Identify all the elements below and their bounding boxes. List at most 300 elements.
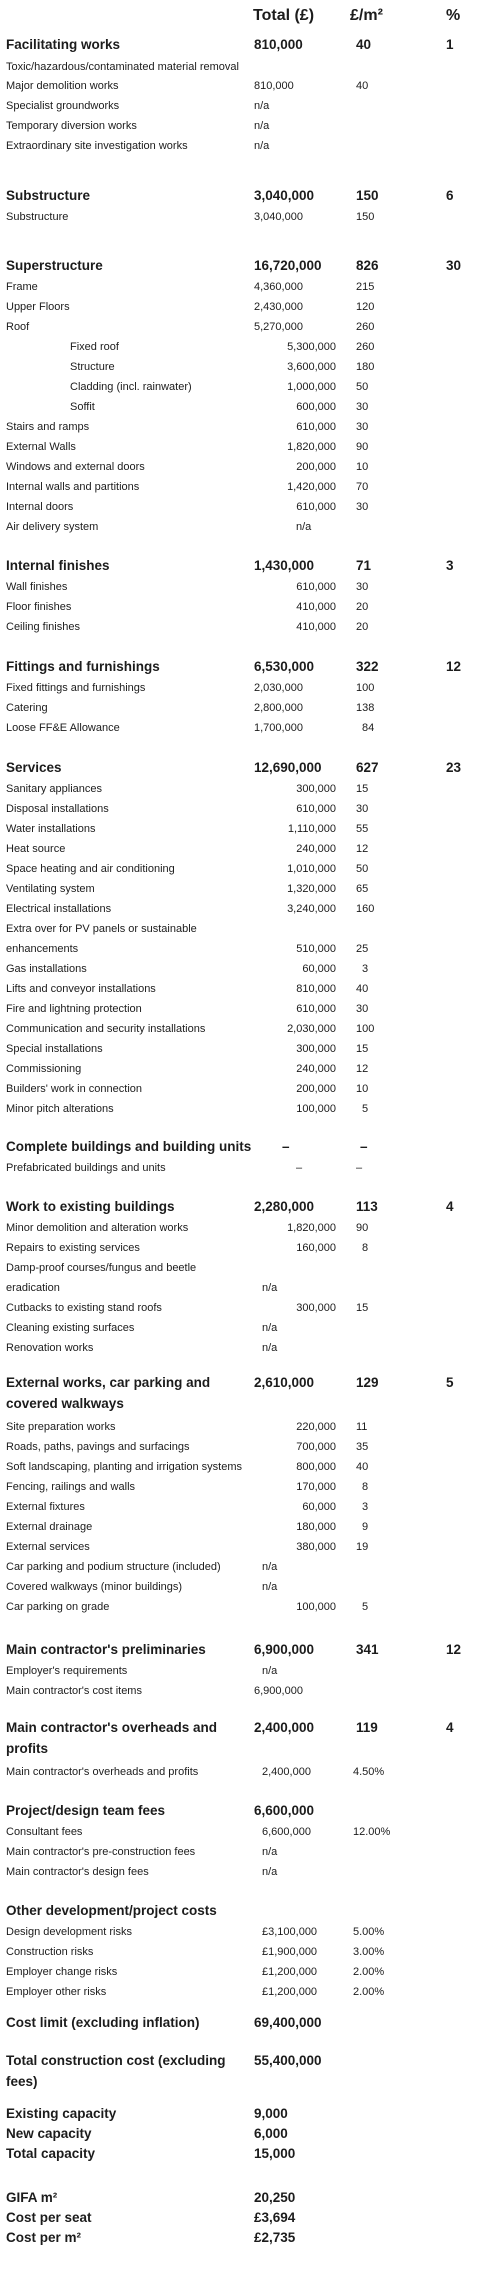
section-row [0, 2050, 480, 2092]
row-per-m2: 5.00% [353, 1926, 385, 1938]
row-total: 6,600,000 [262, 1826, 311, 1838]
row-label: Site preparation works [6, 1421, 116, 1433]
row-label: Renovation works [6, 1342, 94, 1354]
section-row [0, 255, 480, 277]
row-total: 1,110,000 [287, 823, 336, 835]
row-label: Substructure [6, 188, 91, 203]
row-label: Frame [6, 281, 38, 293]
row-label: Catering [6, 702, 48, 714]
row-total: £1,200,000 [262, 1986, 318, 1998]
line-item-row [0, 1477, 480, 1497]
line-item-row [0, 819, 480, 839]
row-total: n/a [254, 100, 270, 112]
row-per-m2: 2.00% [353, 1986, 385, 1998]
row-per-m2: 12.00% [353, 1826, 391, 1838]
row-label: Fire and lightning protection [6, 1003, 142, 1015]
row-label: Fixed roof [70, 341, 119, 353]
row-total: 3,240,000 [287, 903, 336, 915]
row-per-m2: 2.00% [353, 1966, 385, 1978]
row-per-m2: 12 [356, 1063, 369, 1075]
row-label: eradication [6, 1282, 60, 1294]
row-label: Internal walls and partitions [6, 481, 140, 493]
line-item-row [0, 839, 480, 859]
row-total: 16,720,000 [254, 258, 322, 273]
row-label: Complete buildings and building units [6, 1139, 252, 1154]
row-per-m2: 322 [356, 659, 379, 674]
line-item-row [0, 1278, 480, 1298]
row-label: External services [6, 1541, 90, 1553]
row-label: Water installations [6, 823, 96, 835]
line-item-row [0, 1962, 480, 1982]
row-label: Temporary diversion works [6, 120, 137, 132]
line-item-row [0, 136, 480, 156]
row-label: Main contractor's design fees [6, 1866, 149, 1878]
row-percent: 5 [446, 1375, 454, 1390]
line-item-row [0, 1862, 480, 1882]
row-per-m2: 8 [362, 1481, 369, 1493]
row-label: Wall finishes [6, 581, 68, 593]
row-label: Employer change risks [6, 1966, 118, 1978]
row-total: 2,430,000 [254, 301, 303, 313]
section-row [0, 2012, 480, 2034]
line-item-row [0, 277, 480, 297]
row-label: Fixed fittings and furnishings [6, 682, 146, 694]
row-total: 55,400,000 [254, 2053, 322, 2068]
row-total: n/a [262, 1846, 278, 1858]
row-percent: 1 [446, 37, 454, 52]
row-per-m2: 40 [356, 983, 369, 995]
row-total: 1,820,000 [287, 441, 336, 453]
row-label: Soffit [70, 401, 95, 413]
row-total: 240,000 [296, 1063, 336, 1075]
row-per-m2: 90 [356, 1222, 369, 1234]
row-label: Superstructure [6, 258, 103, 273]
row-total: 610,000 [296, 421, 336, 433]
row-total: 1,010,000 [287, 863, 336, 875]
row-total: 100,000 [296, 1601, 336, 1613]
row-total: 410,000 [296, 621, 336, 633]
line-item-row [0, 1318, 480, 1338]
row-total: 5,270,000 [254, 321, 303, 333]
row-label: Consultant fees [6, 1826, 83, 1838]
line-item-row [0, 879, 480, 899]
line-item-row [0, 1059, 480, 1079]
row-total: 9,000 [254, 2106, 288, 2121]
line-item-row [0, 1517, 480, 1537]
line-item-row [0, 939, 480, 959]
row-per-m2: 50 [356, 863, 369, 875]
line-item-row [0, 76, 480, 96]
row-label: Heat source [6, 843, 66, 855]
row-total: n/a [254, 140, 270, 152]
row-label: Covered walkways (minor buildings) [6, 1581, 183, 1593]
row-label: Main contractor's overheads and profits [6, 1766, 199, 1778]
row-label: Extra over for PV panels or sustainable [6, 923, 197, 935]
header-per-m2: £/m² [350, 7, 383, 24]
row-label: Soft landscaping, planting and irrigation systems [6, 1461, 243, 1473]
row-label: enhancements [6, 943, 79, 955]
row-total: n/a [262, 1581, 278, 1593]
row-per-m2: 120 [356, 301, 375, 313]
row-label: Roads, paths, pavings and surfacings [6, 1441, 190, 1453]
row-per-m2: 20 [356, 621, 369, 633]
line-item-row [0, 397, 480, 417]
line-item-row [0, 899, 480, 919]
row-label: Windows and external doors [6, 461, 145, 473]
row-label: Damp-proof courses/fungus and beetle [6, 1262, 197, 1274]
line-item-row [0, 597, 480, 617]
row-total: 2,400,000 [254, 1720, 315, 1735]
row-label: Roof [6, 321, 30, 333]
row-total: 810,000 [254, 80, 294, 92]
row-percent: 23 [446, 760, 462, 775]
line-item-row [0, 1218, 480, 1238]
line-item-row [0, 96, 480, 116]
row-total: n/a [262, 1561, 278, 1573]
row-total: 1,430,000 [254, 558, 315, 573]
row-total: n/a [262, 1282, 278, 1294]
row-label: Fencing, railings and walls [6, 1481, 136, 1493]
row-per-m2: 180 [356, 361, 375, 373]
row-per-m2: 9 [362, 1521, 369, 1533]
section-row [0, 757, 480, 779]
line-item-row [0, 779, 480, 799]
row-per-m2: 40 [356, 1461, 369, 1473]
row-per-m2: 30 [356, 401, 369, 413]
row-total: 380,000 [296, 1541, 336, 1553]
line-item-row [0, 1822, 480, 1842]
row-total: 2,610,000 [254, 1375, 315, 1390]
row-total: 12,690,000 [254, 760, 322, 775]
row-total: £1,200,000 [262, 1966, 318, 1978]
summary-row [0, 2144, 480, 2164]
line-item-row [0, 57, 480, 77]
row-per-m2: 70 [356, 481, 369, 493]
row-per-m2: 627 [356, 760, 379, 775]
row-total: n/a [262, 1665, 278, 1677]
row-label: Main contractor's overheads and profits [6, 1720, 218, 1756]
line-item-row [0, 979, 480, 999]
summary-row [0, 2208, 480, 2228]
line-item-row [0, 1298, 480, 1318]
row-total: 100,000 [296, 1103, 336, 1115]
row-label: Lifts and conveyor installations [6, 983, 156, 995]
row-per-m2: 129 [356, 1375, 379, 1390]
row-total: 2,800,000 [254, 702, 303, 714]
row-per-m2: 25 [356, 943, 369, 955]
row-label: Cleaning existing surfaces [6, 1322, 135, 1334]
header-total: Total (£) [253, 7, 315, 24]
row-label: Design development risks [6, 1926, 132, 1938]
line-item-row [0, 377, 480, 397]
row-per-m2: 50 [356, 381, 369, 393]
line-item-row [0, 1258, 480, 1278]
row-per-m2: 100 [356, 682, 375, 694]
row-total: n/a [296, 521, 312, 533]
summary-row [0, 2228, 480, 2248]
section-row [0, 1800, 480, 1822]
section-row [0, 1372, 480, 1414]
row-label: Cost per m² [6, 2230, 82, 2245]
row-label: Upper Floors [6, 301, 70, 313]
row-label: Existing capacity [6, 2106, 117, 2121]
row-total: 60,000 [302, 963, 336, 975]
section-row [0, 185, 480, 207]
line-item-row [0, 1577, 480, 1597]
row-per-m2: 826 [356, 258, 379, 273]
section-row [0, 1639, 480, 1661]
row-total: 6,000 [254, 2126, 288, 2141]
row-label: Ventilating system [6, 883, 95, 895]
row-total: 3,600,000 [287, 361, 336, 373]
summary-row [0, 2188, 480, 2208]
row-per-m2: – [356, 1162, 363, 1174]
row-per-m2: 30 [356, 803, 369, 815]
row-total: 2,280,000 [254, 1199, 315, 1214]
line-item-row [0, 337, 480, 357]
line-item-row [0, 417, 480, 437]
row-per-m2: 10 [356, 1083, 369, 1095]
row-total: 200,000 [296, 1083, 336, 1095]
row-label: Construction risks [6, 1946, 94, 1958]
row-total: n/a [254, 120, 270, 132]
row-total: 610,000 [296, 501, 336, 513]
row-total: £1,900,000 [262, 1946, 318, 1958]
row-total: – [296, 1162, 303, 1174]
row-total: 700,000 [296, 1441, 336, 1453]
line-item-row [0, 1099, 480, 1119]
line-item-row [0, 207, 480, 227]
row-per-m2: 113 [356, 1199, 378, 1214]
row-total: 6,530,000 [254, 659, 315, 674]
line-item-row [0, 297, 480, 317]
row-label: Cost limit (excluding inflation) [6, 2015, 200, 2030]
row-per-m2: 3 [362, 963, 369, 975]
section-row [0, 1136, 480, 1158]
line-item-row [0, 1942, 480, 1962]
line-item-row [0, 1417, 480, 1437]
row-per-m2: 138 [356, 702, 375, 714]
row-label: Internal finishes [6, 558, 110, 573]
line-item-row [0, 116, 480, 136]
line-item-row [0, 1019, 480, 1039]
row-total: 200,000 [296, 461, 336, 473]
row-total: n/a [262, 1866, 278, 1878]
row-per-m2: – [360, 1139, 368, 1154]
row-percent: 30 [446, 258, 462, 273]
row-label: Specialist groundworks [6, 100, 120, 112]
header-percent: % [446, 7, 461, 24]
section-row [0, 1717, 480, 1759]
row-total: 300,000 [296, 1043, 336, 1055]
row-per-m2: 84 [362, 722, 375, 734]
row-label: Minor pitch alterations [6, 1103, 114, 1115]
row-total: 6,900,000 [254, 1642, 315, 1657]
summary-row [0, 2124, 480, 2144]
row-total: n/a [262, 1322, 278, 1334]
row-label: Extraordinary site investigation works [6, 140, 188, 152]
row-per-m2: 15 [356, 1043, 369, 1055]
row-label: Repairs to existing services [6, 1242, 140, 1254]
row-per-m2: 150 [356, 188, 379, 203]
row-total: 800,000 [296, 1461, 336, 1473]
row-total: 810,000 [296, 983, 336, 995]
row-label: Work to existing buildings [6, 1199, 175, 1214]
row-total: 4,360,000 [254, 281, 303, 293]
row-label: Space heating and air conditioning [6, 863, 175, 875]
row-label: Ceiling finishes [6, 621, 80, 633]
row-total: 170,000 [296, 1481, 336, 1493]
line-item-row [0, 1437, 480, 1457]
row-label: Cutbacks to existing stand roofs [6, 1302, 162, 1314]
row-total: 510,000 [296, 943, 336, 955]
row-label: Gas installations [6, 963, 87, 975]
row-total: 1,820,000 [287, 1222, 336, 1234]
section-row [0, 1196, 480, 1218]
row-label: Communication and security installations [6, 1023, 206, 1035]
row-per-m2: 341 [356, 1642, 379, 1657]
row-total: 2,030,000 [254, 682, 303, 694]
line-item-row [0, 919, 480, 939]
row-label: Commissioning [6, 1063, 82, 1075]
row-total: 220,000 [296, 1421, 336, 1433]
row-label: Loose FF&E Allowance [6, 722, 120, 734]
row-per-m2: 40 [356, 37, 372, 52]
row-per-m2: 30 [356, 1003, 369, 1015]
line-item-row [0, 517, 480, 537]
row-percent: 12 [446, 659, 462, 674]
row-per-m2: 4.50% [353, 1766, 385, 1778]
row-per-m2: 8 [362, 1242, 369, 1254]
row-percent: 4 [446, 1199, 454, 1214]
row-total: 20,250 [254, 2190, 296, 2205]
row-total: 6,900,000 [254, 1685, 303, 1697]
line-item-row [0, 577, 480, 597]
row-label: Disposal installations [6, 803, 109, 815]
line-item-row [0, 1497, 480, 1517]
row-label: Internal doors [6, 501, 74, 513]
line-item-row [0, 1158, 480, 1178]
row-total: 5,300,000 [287, 341, 336, 353]
line-item-row [0, 1982, 480, 2002]
row-label: External Walls [6, 441, 76, 453]
line-item-row [0, 1762, 480, 1782]
row-label: Facilitating works [6, 37, 121, 52]
row-label: Major demolition works [6, 80, 119, 92]
row-label: Employer's requirements [6, 1665, 128, 1677]
row-per-m2: 10 [356, 461, 369, 473]
line-item-row [0, 477, 480, 497]
row-per-m2: 65 [356, 883, 369, 895]
line-item-row [0, 999, 480, 1019]
line-item-row [0, 1039, 480, 1059]
row-per-m2: 12 [356, 843, 369, 855]
row-total: 1,700,000 [254, 722, 303, 734]
row-per-m2: 119 [356, 1720, 378, 1735]
row-label: Project/design team fees [6, 1803, 166, 1818]
row-total: £3,694 [254, 2210, 296, 2225]
line-item-row [0, 1238, 480, 1258]
row-label: Air delivery system [6, 521, 99, 533]
line-item-row [0, 678, 480, 698]
row-label: Main contractor's cost items [6, 1685, 142, 1697]
row-percent: 3 [446, 558, 454, 573]
row-label: Total capacity [6, 2146, 96, 2161]
row-per-m2: 20 [356, 601, 369, 613]
row-per-m2: 215 [356, 281, 375, 293]
row-total: £3,100,000 [262, 1926, 318, 1938]
line-item-row [0, 1681, 480, 1701]
row-per-m2: 30 [356, 501, 369, 513]
line-item-row [0, 497, 480, 517]
row-per-m2: 160 [356, 903, 375, 915]
line-item-row [0, 1557, 480, 1577]
row-total: 69,400,000 [254, 2015, 322, 2030]
row-label: Special installations [6, 1043, 103, 1055]
row-total: 3,040,000 [254, 188, 315, 203]
line-item-row [0, 718, 480, 738]
row-percent: 12 [446, 1642, 462, 1657]
row-label: Electrical installations [6, 903, 112, 915]
line-item-row [0, 1922, 480, 1942]
row-per-m2: 3 [362, 1501, 369, 1513]
row-per-m2: 40 [356, 80, 369, 92]
line-item-row [0, 1457, 480, 1477]
row-label: Sanitary appliances [6, 783, 103, 795]
row-total: 810,000 [254, 37, 303, 52]
row-total: 1,420,000 [287, 481, 336, 493]
row-per-m2: 90 [356, 441, 369, 453]
row-total: 240,000 [296, 843, 336, 855]
section-row [0, 656, 480, 678]
row-label: Cladding (incl. rainwater) [70, 381, 192, 393]
row-label: Stairs and ramps [6, 421, 90, 433]
section-row [0, 34, 480, 56]
row-per-m2: 5 [362, 1103, 369, 1115]
row-per-m2: 30 [356, 581, 369, 593]
line-item-row [0, 799, 480, 819]
row-per-m2: 5 [362, 1601, 369, 1613]
row-label: Structure [70, 361, 115, 373]
row-total: 160,000 [296, 1242, 336, 1254]
row-per-m2: 15 [356, 1302, 369, 1314]
row-per-m2: 55 [356, 823, 369, 835]
row-total: 15,000 [254, 2146, 296, 2161]
row-per-m2: 260 [356, 341, 375, 353]
row-label: Cost per seat [6, 2210, 92, 2225]
line-item-row [0, 1079, 480, 1099]
row-total: 6,600,000 [254, 1803, 315, 1818]
row-label: Substructure [6, 211, 69, 223]
row-label: New capacity [6, 2126, 92, 2141]
row-label: External fixtures [6, 1501, 85, 1513]
row-per-m2: 3.00% [353, 1946, 385, 1958]
section-row [0, 555, 480, 577]
row-percent: 4 [446, 1720, 454, 1735]
row-label: Employer other risks [6, 1986, 107, 1998]
row-per-m2: 11 [356, 1421, 368, 1433]
row-total: 610,000 [296, 803, 336, 815]
line-item-row [0, 617, 480, 637]
row-total: 1,000,000 [287, 381, 336, 393]
row-per-m2: 30 [356, 421, 369, 433]
row-total: 300,000 [296, 1302, 336, 1314]
line-item-row [0, 457, 480, 477]
line-item-row [0, 1661, 480, 1681]
row-label: Builders' work in connection [6, 1083, 143, 1095]
line-item-row [0, 698, 480, 718]
row-total: 410,000 [296, 601, 336, 613]
